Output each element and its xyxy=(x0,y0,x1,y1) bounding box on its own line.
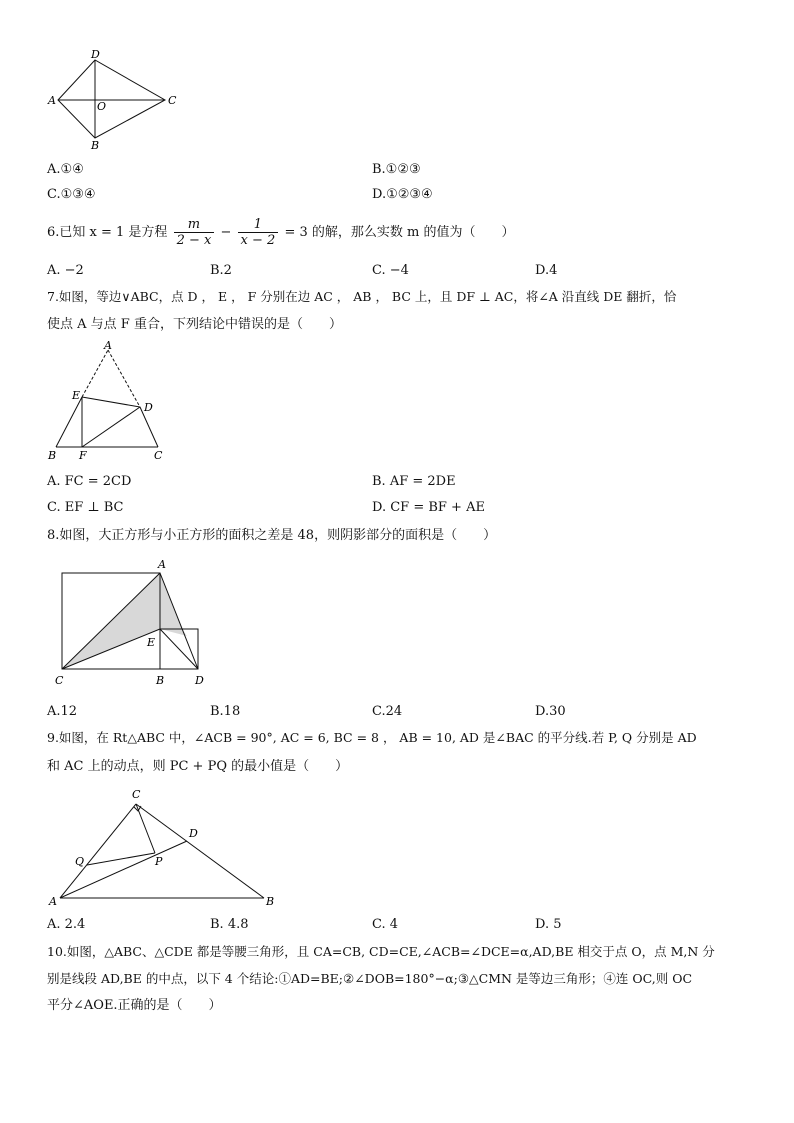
q5-option-b: B.①②③ xyxy=(372,162,421,177)
fig8-label-B: B xyxy=(156,674,165,687)
q10-stem-line2: 别是线段 AD,BE 的中点，以下 4 个结论:①AD=BE;②∠DOB=180°−α;③△CMN 是等边三角形；④连 OC,则 OC xyxy=(47,971,693,986)
q5-figure xyxy=(44,48,184,152)
q8-figure xyxy=(50,556,210,688)
fig7-label-F: F xyxy=(79,449,87,462)
fig7-label-B: B xyxy=(48,449,57,462)
fig5-label-O: O xyxy=(97,100,107,113)
q7-stem-line1: 7.如图，等边∨ABC，点 D ， E ， F 分别在边 AC ， AB ， BC 上，且 DF ⊥ AC，将∠A 沿直线 DE 翻折，恰 xyxy=(47,289,677,304)
fig7-label-A: A xyxy=(104,340,112,352)
q9-option-d: D. 5 xyxy=(535,917,562,932)
q10-stem-line3: 平分∠AOE.正确的是（ ） xyxy=(47,998,222,1013)
q9-stem-line1: 9.如图，在 Rt△ABC 中，∠ACB = 90°, AC = 6, BC = 8 ， AB = 10, AD 是∠BAC 的平分线.若 P, Q 分别是 AD xyxy=(47,730,697,745)
q5-option-a: A.①④ xyxy=(47,162,84,177)
q6-prefix: 6.已知 x = 1 是方程 xyxy=(47,225,168,240)
fig5-label-D: D xyxy=(91,48,100,61)
fig5-label-C: C xyxy=(168,94,177,107)
fig8-label-D: D xyxy=(195,674,204,687)
q6-suffix: = 3 的解，那么实数 m 的值为（ ） xyxy=(284,225,515,240)
q7-figure xyxy=(44,340,174,464)
q5-option-c: C.①③④ xyxy=(47,187,96,202)
q9-stem-line2: 和 AC 上的动点，则 PC + PQ 的最小值是（ ） xyxy=(47,759,349,774)
fig7-label-E: E xyxy=(72,389,81,402)
q8-option-d: D.30 xyxy=(535,704,566,719)
q10-stem-line1: 10.如图，△ABC、△CDE 都是等腰三角形，且 CA=CB, CD=CE,∠ACB=∠DCE=α,AD,BE 相交于点 O，点 M,N 分 xyxy=(47,944,715,959)
q9-option-c: C. 4 xyxy=(372,917,399,932)
q8-option-b: B.18 xyxy=(210,704,241,719)
fig8-label-C: C xyxy=(55,674,64,687)
fig8-label-A: A xyxy=(158,558,166,571)
q7-option-b: B. AF = 2DE xyxy=(372,474,456,489)
q6-fraction-2: $\frac{1}{x - 2}$ xyxy=(238,217,279,248)
fig9-label-A: A xyxy=(49,895,57,908)
q6-option-c: C. −4 xyxy=(372,263,409,278)
fig9-label-Q: Q xyxy=(75,855,85,868)
q7-option-c: C. EF ⊥ BC xyxy=(47,500,124,515)
q9-option-a: A. 2.4 xyxy=(47,917,86,932)
fig9-label-C: C xyxy=(132,788,141,801)
fig7-label-D: D xyxy=(144,401,153,414)
q6-minus: − xyxy=(220,225,232,240)
fig5-label-A: A xyxy=(48,94,56,107)
fig7-label-C: C xyxy=(154,449,163,462)
fig9-label-D: D xyxy=(189,827,198,840)
q8-option-a: A.12 xyxy=(47,704,78,719)
q6-option-a: A. −2 xyxy=(47,263,84,278)
q9-option-b: B. 4.8 xyxy=(210,917,249,932)
q5-option-d: D.①②③④ xyxy=(372,187,433,202)
q8-option-c: C.24 xyxy=(372,704,403,719)
q6-stem xyxy=(47,216,514,250)
fig9-label-P: P xyxy=(155,855,163,868)
q6-fraction-1: $\frac{m}{2 - x}$ xyxy=(174,217,215,248)
q7-stem-line2: 使点 A 与点 F 重合，下列结论中错误的是（ ） xyxy=(47,317,342,332)
q6-option-d: D.4 xyxy=(535,263,558,278)
q6-option-b: B.2 xyxy=(210,263,232,278)
fig9-label-B: B xyxy=(266,895,275,908)
fig8-label-E: E xyxy=(147,636,156,649)
q8-stem-line1: 8.如图，大正方形与小正方形的面积之差是 48，则阴影部分的面积是（ ） xyxy=(47,528,497,543)
q7-option-d: D. CF = BF + AE xyxy=(372,500,485,515)
q7-option-a: A. FC = 2CD xyxy=(47,474,132,489)
fig5-label-B: B xyxy=(91,139,100,152)
q9-figure xyxy=(44,784,284,910)
